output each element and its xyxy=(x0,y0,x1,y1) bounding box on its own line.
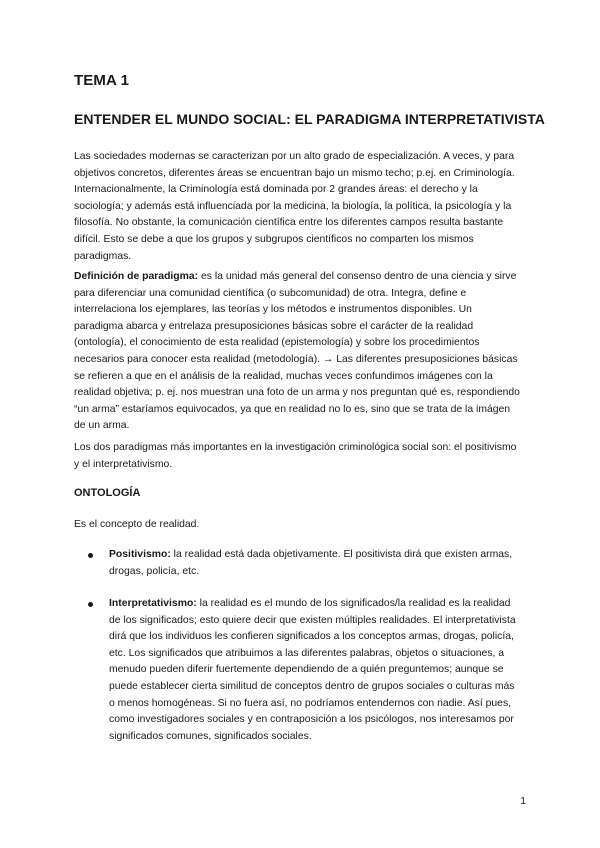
tema-heading: TEMA 1 xyxy=(74,72,130,89)
list-item xyxy=(74,596,521,745)
list-item xyxy=(74,547,521,580)
definicion-paragraph xyxy=(74,269,520,435)
definicion-label: Definición de paradigma: xyxy=(74,271,199,282)
ontologia-intro: Es el concepto de realidad. xyxy=(74,519,200,530)
bullet-text: la realidad es el mundo de los significados/la realidad es la realidad de los significados; esto quiere decir que existen múltiples realidades. El interpretativista dirá que los individuos les confieren significados a los conceptos armas, drogas, policía, etc. Los significados que atribuimos a las diferentes palabras, objetos o situaciones, a menudo pueden diferir fuertemente dependiendo de a quién preguntemos; aunque se puede establecer cierta similitud de conceptos dentro de grupos sociales o culturas más o menos homogéneas. Si no fuera así, no podríamos entendernos con nadie. Así pues, como investigadores sociales y en contraposición a los psicólogos, nos interesamos por significados comunes, significados sociales. xyxy=(109,598,516,742)
paradigmas-paragraph: Los dos paradigmas más importantes en la investigación criminológica social son: el positivismo y el interpretativismo. xyxy=(74,442,517,470)
bullet-dot-icon xyxy=(88,602,93,607)
bullet-dot-icon xyxy=(88,553,93,558)
page-title: ENTENDER EL MUNDO SOCIAL: EL PARADIGMA INTERPRETATIVISTA xyxy=(74,111,545,127)
bullet-label: Interpretativismo: xyxy=(109,598,197,609)
bullet-list-interpretativismo xyxy=(74,596,526,745)
page-number: 1 xyxy=(520,796,526,807)
bullet-label: Positivismo: xyxy=(109,549,171,560)
ontologia-heading: ONTOLOGÍA xyxy=(74,487,141,499)
definicion-text: es la unidad más general del consenso dentro de una ciencia y sirve para diferenciar una comunidad científica (o subcomunidad) de otra. Integra, define e interrelaciona los ejemplares, las teorías y los métodos e instrumentos disponibles. Un paradigma abarca y entrelaza presuposiciones básicas sobre el carácter de la realidad (ontología), el conocimiento de esta realidad (epistemología) y sobre los procedimientos necesarios para conocer esta realidad (metodología). → Las diferentes presuposiciones básicas se refieren a que en el análisis de la realidad, muchas veces confundimos imágenes con la realidad objetiva; p. ej. nos muestran una foto de un arma y nos preguntan qué es, respondiendo “un arma” estaríamos equivocados, ya que en realidad no lo es, sino que se trata de la imágen de un arma. xyxy=(74,271,520,432)
intro-paragraph: Las sociedades modernas se caracterizan por un alto grado de especialización. A veces, y para objetivos concretos, diferentes áreas se encuentran bajo un mismo techo; p.ej. en Criminología. Internacionalmente, la Criminología está dominada por 2 grandes áreas: el derecho y la sociología; y además está influenciada por la medicina, la biología, la política, la psicología y la filosofía. No obstante, la comunicación científica entre los diferentes campos resulta bastante difícil. Esto se debe a que los grupos y subgrupos científicos no comparten los mismos paradigmas. xyxy=(74,151,515,262)
bullet-text: la realidad está dada objetivamente. El positivista dirá que existen armas, drogas, policía, etc. xyxy=(109,549,513,577)
bullet-list-positivismo xyxy=(74,547,526,580)
